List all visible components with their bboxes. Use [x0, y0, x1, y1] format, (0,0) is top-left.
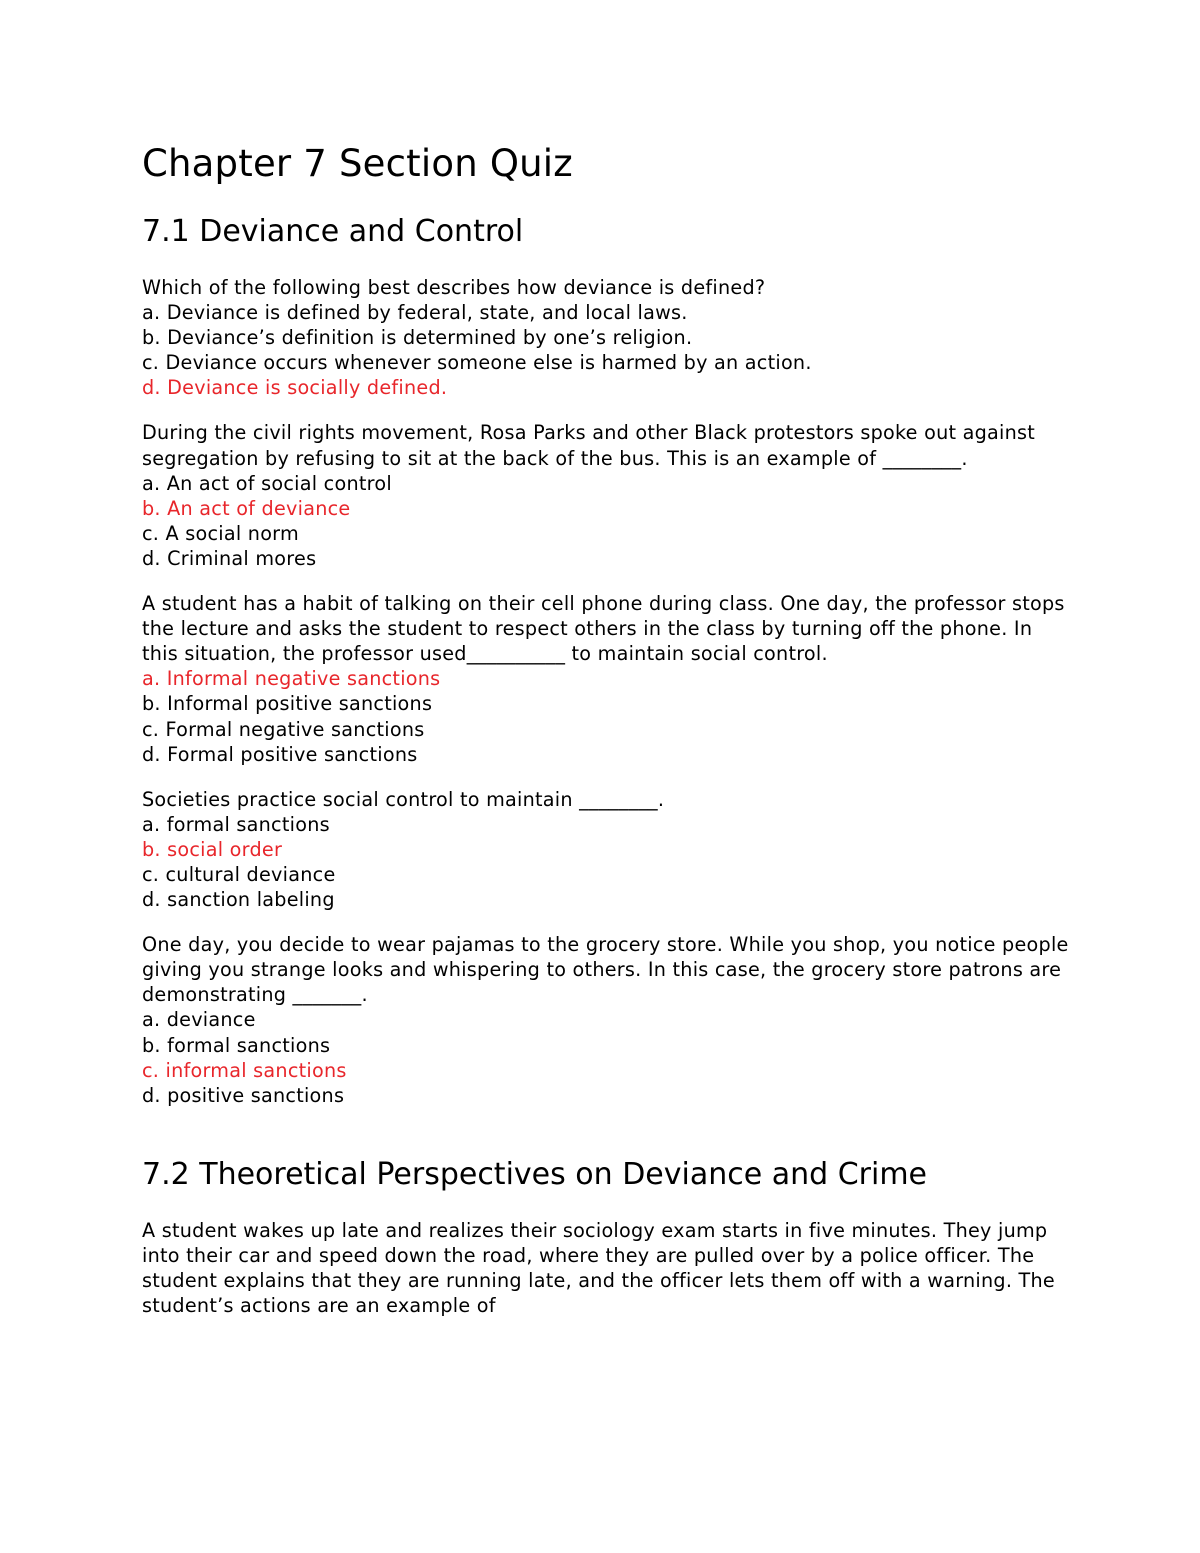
question-text: A student has a habit of talking on their cell phone during class. One day, the professor stops the lecture and asks the student to respect others in the class by turning off the phone. In this situation, the professor used__________ to maintain social control. — [142, 592, 1065, 666]
answer-option: d. positive sanctions — [142, 1083, 345, 1107]
answer-option: a. An act of social control — [142, 471, 392, 495]
answer-option-correct: b. social order — [142, 837, 283, 861]
answer-option: d. sanction labeling — [142, 888, 335, 912]
answer-option: a. Deviance is defined by federal, state, and local laws. — [142, 301, 688, 325]
question-block — [142, 420, 1072, 571]
answer-option: a. formal sanctions — [142, 812, 330, 836]
answer-option-correct: a. Informal negative sanctions — [142, 667, 441, 691]
question-text: One day, you decide to wear pajamas to the grocery store. While you shop, you notice people giving you strange looks and whispering to others. In this case, the grocery store patrons are demonstrating _______. — [142, 933, 1069, 1007]
question-block — [142, 275, 1072, 400]
question-text: During the civil rights movement, Rosa Parks and other Black protestors spoke out against segregation by refusing to sit at the back of the bus. This is an example of ________. — [142, 421, 1036, 470]
question-block — [142, 1218, 1072, 1318]
answer-option: d. Formal positive sanctions — [142, 742, 418, 766]
answer-option: b. Deviance’s definition is determined by one’s religion. — [142, 326, 693, 350]
question-text: Societies practice social control to maintain ________. — [142, 787, 665, 811]
question-block — [142, 932, 1072, 1108]
document-content — [142, 140, 1072, 1318]
section-heading: 7.1 Deviance and Control — [142, 214, 524, 249]
answer-option: d. Criminal mores — [142, 546, 317, 570]
answer-option: c. Formal negative sanctions — [142, 717, 425, 741]
question-block — [142, 787, 1072, 912]
answer-option-correct: d. Deviance is socially defined. — [142, 376, 448, 400]
section-heading: 7.2 Theoretical Perspectives on Deviance and Crime — [142, 1156, 927, 1192]
answer-option: c. A social norm — [142, 521, 299, 545]
answer-option-correct: b. An act of deviance — [142, 496, 351, 520]
page-title: Chapter 7 Section Quiz — [142, 142, 573, 185]
answer-option: b. Informal positive sanctions — [142, 692, 433, 716]
question-text: A student wakes up late and realizes their sociology exam starts in five minutes. They jump into their car and speed down the road, where they are pulled over by a police officer. The student explains that they are running late, and the officer lets them off with a warning. The student’s actions are an example of — [142, 1218, 1055, 1318]
answer-option: b. formal sanctions — [142, 1033, 331, 1057]
answer-option-correct: c. informal sanctions — [142, 1058, 347, 1082]
question-text: Which of the following best describes how deviance is defined? — [142, 276, 766, 299]
answer-option: a. deviance — [142, 1008, 256, 1032]
answer-option: c. cultural deviance — [142, 862, 336, 886]
question-block — [142, 591, 1072, 767]
answer-option: c. Deviance occurs whenever someone else is harmed by an action. — [142, 351, 812, 375]
